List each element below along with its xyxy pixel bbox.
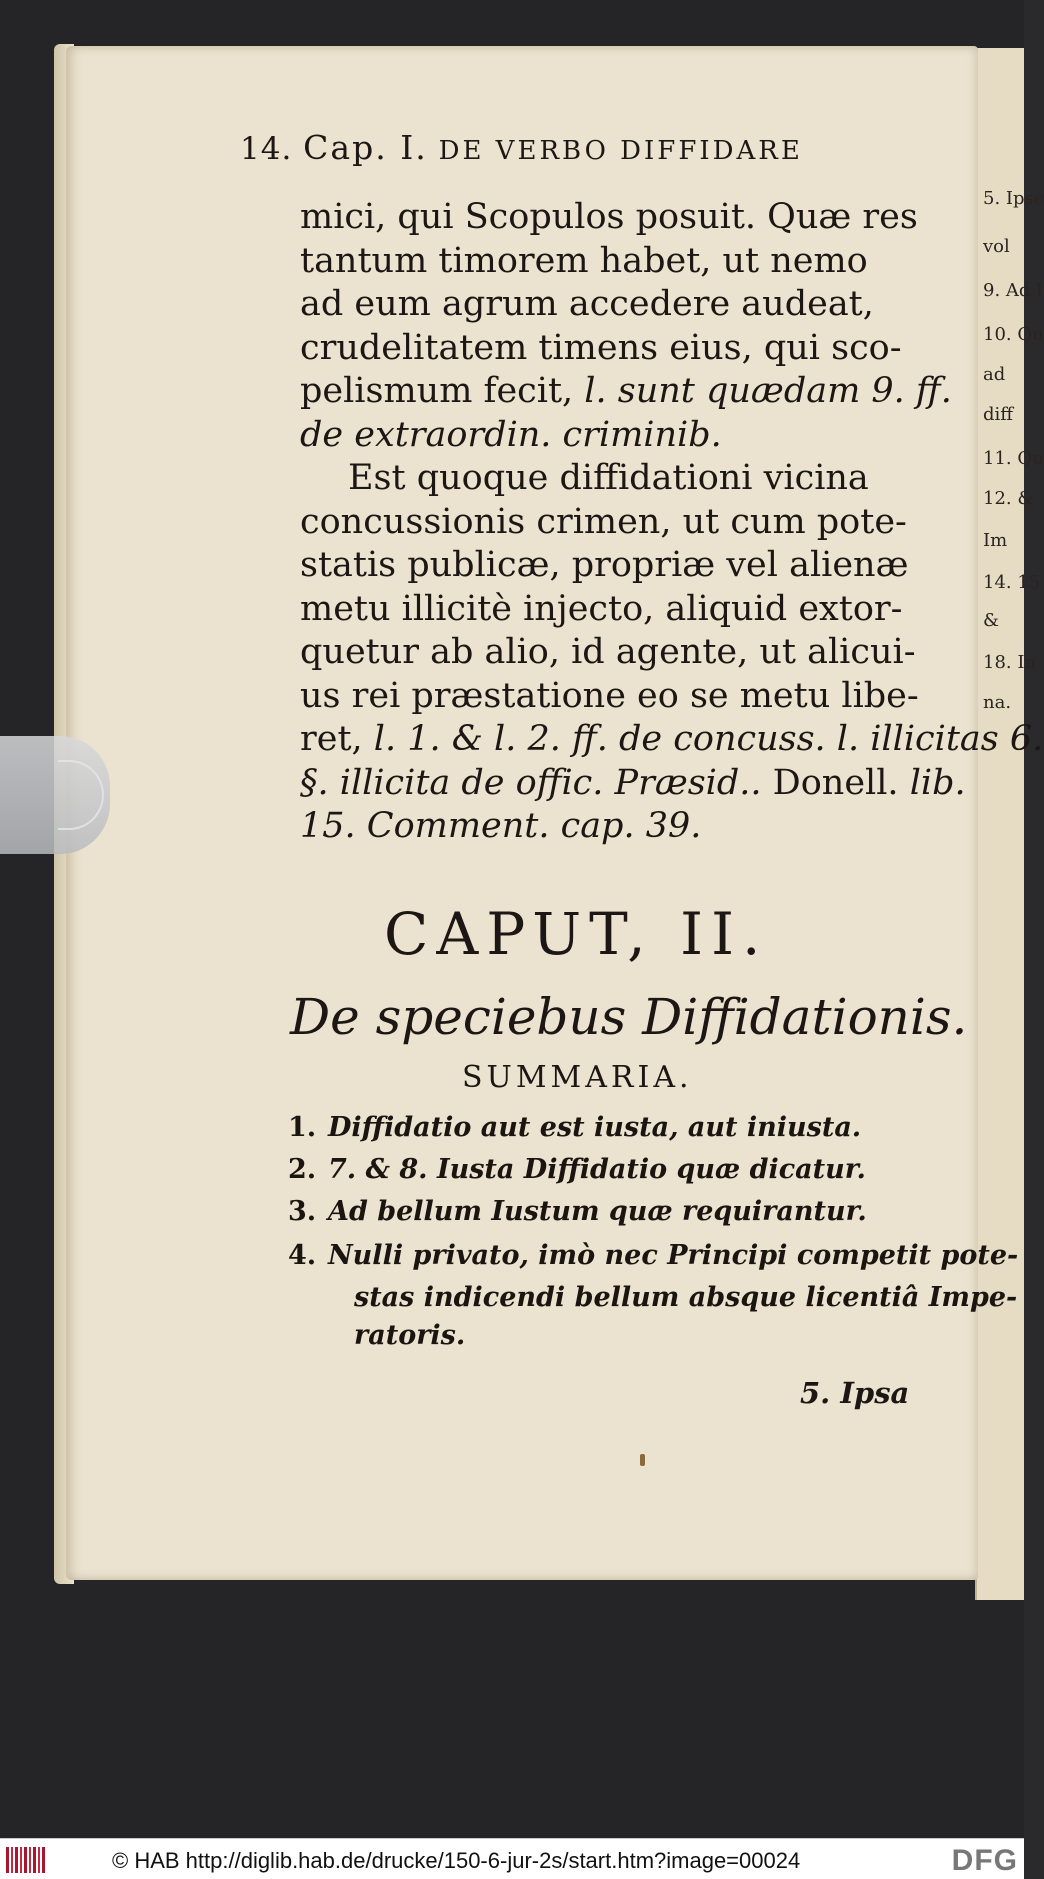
next-page-fragment: 10. Qu xyxy=(983,324,1044,345)
body-line: metu illicitè injecto, aliquid extor- xyxy=(300,588,903,629)
body-line: de extraordin. criminib. xyxy=(300,414,722,455)
body-line: ad eum agrum accedere audeat, xyxy=(300,284,874,324)
chapter-heading: CAPUT, II. xyxy=(384,900,769,968)
summaria-number: 2. xyxy=(288,1154,317,1185)
next-page-fragment: na. xyxy=(983,692,1012,713)
summaria-item xyxy=(288,1154,866,1185)
hab-logo-icon xyxy=(6,1847,48,1873)
body-line: 15. Comment. cap. 39. xyxy=(300,806,702,846)
body-line: us rei præstatione eo se metu libe- xyxy=(300,675,919,716)
next-page-fragment: vol xyxy=(983,236,1010,257)
summaria-number: 4. xyxy=(288,1240,317,1271)
page-number: 14. xyxy=(240,131,293,167)
body-line: concussionis crimen, ut cum pote- xyxy=(300,501,907,542)
body-line: tantum timorem habet, ut nemo xyxy=(300,240,868,281)
next-page-fragment: 18. In xyxy=(983,652,1037,673)
summaria-text: Diffidatio aut est iusta, aut iniusta. xyxy=(328,1112,862,1143)
citation-footer xyxy=(0,1838,1024,1879)
ink-speck xyxy=(640,1454,645,1466)
summaria-text: ratoris. xyxy=(354,1320,466,1351)
next-page-fragment: 14. 15 xyxy=(983,572,1041,593)
summaria-text: stas indicendi bellum absque licentiâ Impe- xyxy=(354,1282,1018,1313)
summaria-item xyxy=(288,1196,867,1227)
next-page-fragment: 5. Ipse xyxy=(983,188,1044,209)
dfg-logo: DFG xyxy=(951,1844,1018,1877)
next-page-fragment: diff xyxy=(983,404,1014,425)
running-head-chapter: Cap. I. xyxy=(303,128,428,167)
next-page-edge xyxy=(975,48,1044,1600)
body-line: crudelitatem timens eius, qui sco- xyxy=(300,327,902,368)
summaria-item xyxy=(288,1282,1017,1313)
body-line: ret, l. 1. & l. 2. ff. de concuss. l. illicitas 6. xyxy=(300,719,1044,759)
running-head xyxy=(240,128,920,167)
next-page-fragment: ad xyxy=(983,364,1006,385)
chapter-subtitle: De speciebus Diffidationis. xyxy=(290,988,968,1046)
next-page-fragment: 12. & xyxy=(983,488,1034,509)
body-line: pelismum fecit, l. sunt quædam 9. ff. xyxy=(300,371,952,411)
summaria-text: Nulli privato, imò nec Principi competit pote- xyxy=(328,1240,1019,1271)
summaria-item xyxy=(288,1112,861,1143)
body-line: quetur ab alio, id agente, ut alicui- xyxy=(300,632,916,672)
summaria-label: SUMMARIA. xyxy=(462,1060,693,1095)
next-page-fragment: 11. Qu xyxy=(983,448,1044,469)
summaria-item xyxy=(288,1320,465,1351)
body-line: §. illicita de offic. Præsid.. Donell. lib. xyxy=(300,762,966,803)
summaria-text: 7. & 8. Iusta Diffidatio quæ dicatur. xyxy=(328,1154,866,1185)
next-page-fragment: Im xyxy=(983,530,1008,551)
body-line: Est quoque diffidationi vicina xyxy=(348,458,869,498)
citation-link[interactable]: © HAB http://diglib.hab.de/drucke/150-6-jur-2s/start.htm?image=00024 xyxy=(112,1848,801,1873)
body-line: mici, qui Scopulos posuit. Quæ res xyxy=(300,197,918,237)
summaria-text: Ad bellum Iustum quæ requirantur. xyxy=(328,1196,867,1227)
running-head-title: DE VERBO DIFFIDARE xyxy=(438,136,803,166)
summaria-number: 1. xyxy=(288,1112,317,1143)
catchword: 5. Ipsa xyxy=(800,1376,910,1410)
summaria-number: 3. xyxy=(288,1196,317,1227)
summaria-item xyxy=(288,1240,1018,1271)
next-page-fragment: 9. Ad I xyxy=(983,280,1044,301)
body-line: statis publicæ, propriæ vel alienæ xyxy=(300,545,909,585)
next-page-fragment: & xyxy=(983,610,1000,631)
